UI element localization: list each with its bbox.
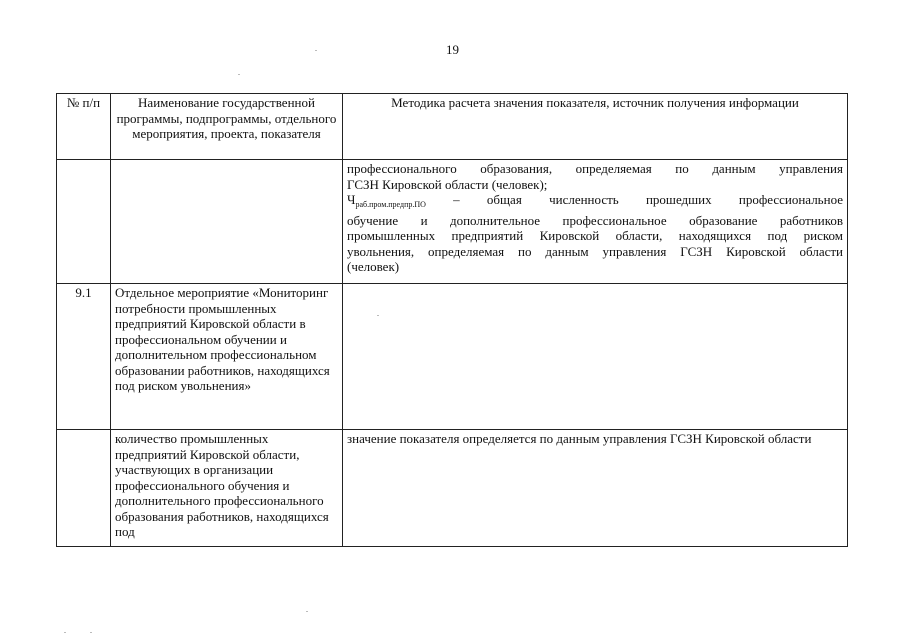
method-text-line: (человек) [347, 259, 400, 274]
scan-speck [64, 632, 66, 633]
table-row-continued [57, 160, 848, 284]
cell-name-empty [111, 160, 343, 284]
formula-description: – общая численность прошедших профессиональное [425, 192, 843, 207]
scan-speck [90, 632, 92, 633]
method-text-line: увольнения, определяемая по данным управления ГСЗН Кировской области [347, 243, 843, 259]
cell-name: количество промышленных предприятий Кировской области, участвующих в организации профессионального обучения и дополнительного профессионального образования работников, находящихся под [111, 430, 343, 547]
method-formula-line [347, 192, 843, 213]
scan-speck [377, 315, 379, 316]
method-text-line: ГСЗН Кировской области (человек); [347, 176, 548, 192]
cell-name: Отдельное мероприятие «Мониторинг потребности промышленных предприятий Кировской области в профессиональном обучении и дополнительном профессиональном образовании работников, находящихся под риском увольнения» [111, 284, 343, 430]
method-text-line: обучение и дополнительное профессиональное образование работников [347, 212, 843, 228]
cell-method-continued [343, 160, 848, 284]
method-text-line: профессионального образования, определяемая по данным управления [347, 161, 843, 176]
scan-speck [315, 50, 317, 51]
header-name: Наименование государственной программы, подпрограммы, отдельного мероприятия, проекта, показателя [111, 94, 343, 160]
table-row-indicator [57, 430, 848, 547]
table-header-row [57, 94, 848, 160]
cell-num-empty [57, 160, 111, 284]
formula-symbol-sub: раб.пром.предпр.ПО [355, 200, 426, 209]
formula-symbol-main: Ч [347, 192, 356, 207]
cell-method: значение показателя определяется по данным управления ГСЗН Кировской области [343, 430, 848, 547]
cell-method [343, 284, 848, 430]
methodology-table [56, 93, 848, 547]
header-method: Методика расчета значения показателя, источник получения информации [343, 94, 848, 160]
method-text-line: промышленных предприятий Кировской области, находящихся под риском [347, 228, 843, 243]
page-number: 19 [446, 42, 459, 57]
cell-num-empty [57, 430, 111, 547]
header-num: № п/п [57, 94, 111, 160]
scan-speck [306, 611, 308, 612]
scan-speck [238, 74, 240, 75]
cell-num: 9.1 [57, 284, 111, 430]
formula-symbol [347, 192, 426, 207]
table-row-9-1 [57, 284, 848, 430]
